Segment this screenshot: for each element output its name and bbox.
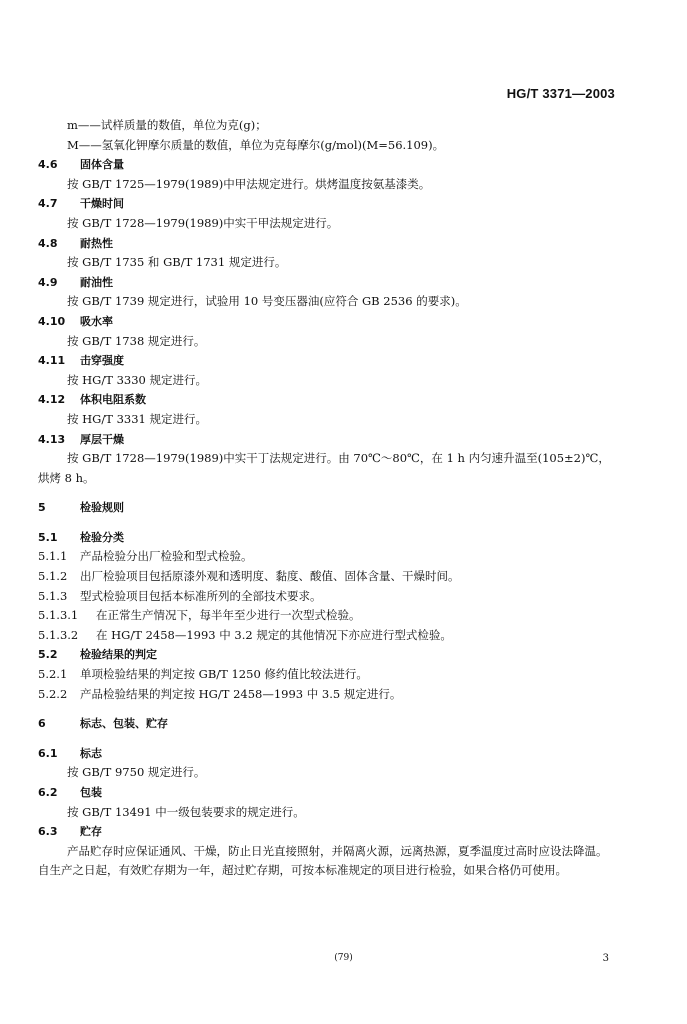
variable-M-definition: M——氢氧化钾摩尔质量的数值，单位为克每摩尔(g/mol)(M=56.109)。 [67, 137, 445, 152]
heading-4-7: 4.7 干燥时间 [38, 197, 124, 211]
heading-6-3: 6.3 贮存 [38, 825, 102, 839]
item-5-1-2: 5.1.2 出厂检验项目包括原漆外观和透明度、黏度、酸值、固体含量、干燥时间。 [38, 569, 460, 584]
text-4-8: 按 GB/T 1735 和 GB/T 1731 规定进行。 [67, 255, 287, 270]
text-6-1: 按 GB/T 9750 规定进行。 [67, 765, 206, 780]
heading-5: 5 检验规则 [38, 501, 124, 515]
variable-m-definition: m——试样质量的数值，单位为克(g)； [67, 118, 267, 132]
text-6-3: 产品贮存时应保证通风、干燥，防止日光直接照射，并隔离火源，远离热源，夏季温度过高时应设法降温。自生产之日起，有效贮存期为一年，超过贮存期，可按本标准规定的项目进行检验，如果合格仍可使用。 [38, 843, 608, 878]
item-5-1-3: 5.1.3 型式检验项目包括本标准所列的全部技术要求。 [38, 588, 322, 603]
text-4-13: 按 GB/T 1728—1979(1989)中实干丁法规定进行。由 70℃～80℃，在 1 h 内匀速升温至(105±2)℃，烘烤 8 h。 [38, 451, 610, 485]
text-4-6: 按 GB/T 1725—1979(1989)中甲法规定进行。烘烤温度按氨基漆类。 [67, 176, 431, 191]
item-5-1-3-2: 5.1.3.2 在 HG/T 2458—1993 中 3.2 规定的其他情况下亦应进行型式检验。 [38, 627, 452, 642]
page-footer-number: (79) [334, 953, 353, 963]
heading-5-2: 5.2 检验结果的判定 [38, 648, 157, 662]
heading-4-6: 4.6 固体含量 [38, 158, 124, 172]
item-5-1-1: 5.1.1 产品检验分出厂检验和型式检验。 [38, 549, 253, 564]
standard-number: HG/T 3371—2003 [506, 86, 615, 101]
heading-4-12: 4.12 体积电阻系数 [38, 393, 146, 407]
text-4-11: 按 HG/T 3330 规定进行。 [67, 372, 207, 387]
item-5-2-1: 5.2.1 单项检验结果的判定按 GB/T 1250 修约值比较法进行。 [38, 667, 368, 682]
item-5-1-3-1: 5.1.3.1 在正常生产情况下，每半年至少进行一次型式检验。 [38, 608, 361, 623]
text-4-10: 按 GB/T 1738 规定进行。 [67, 333, 206, 348]
text-4-12: 按 HG/T 3331 规定进行。 [67, 411, 207, 426]
heading-6-1: 6.1 标志 [38, 746, 102, 760]
item-5-2-2: 5.2.2 产品检验结果的判定按 HG/T 2458—1993 中 3.5 规定进行。 [38, 686, 402, 701]
heading-4-9: 4.9 耐油性 [38, 275, 113, 289]
heading-4-13: 4.13 厚层干燥 [38, 432, 124, 446]
main-content [38, 116, 618, 881]
text-6-2: 按 GB/T 13491 中一级包装要求的规定进行。 [67, 804, 305, 819]
heading-6-2: 6.2 包装 [38, 786, 102, 799]
heading-4-10: 4.10 吸水率 [38, 314, 113, 328]
page-number: 3 [602, 953, 609, 964]
heading-4-11: 4.11 击穿强度 [38, 354, 124, 368]
heading-5-1: 5.1 检验分类 [38, 530, 124, 544]
text-4-9: 按 GB/T 1739 规定进行，试验用 10 号变压器油(应符合 GB 2536 的要求)。 [67, 294, 467, 309]
heading-4-8: 4.8 耐热性 [38, 236, 113, 250]
text-4-7: 按 GB/T 1728—1979(1989)中实干甲法规定进行。 [67, 215, 339, 230]
heading-6: 6 标志、包装、贮存 [38, 717, 168, 731]
